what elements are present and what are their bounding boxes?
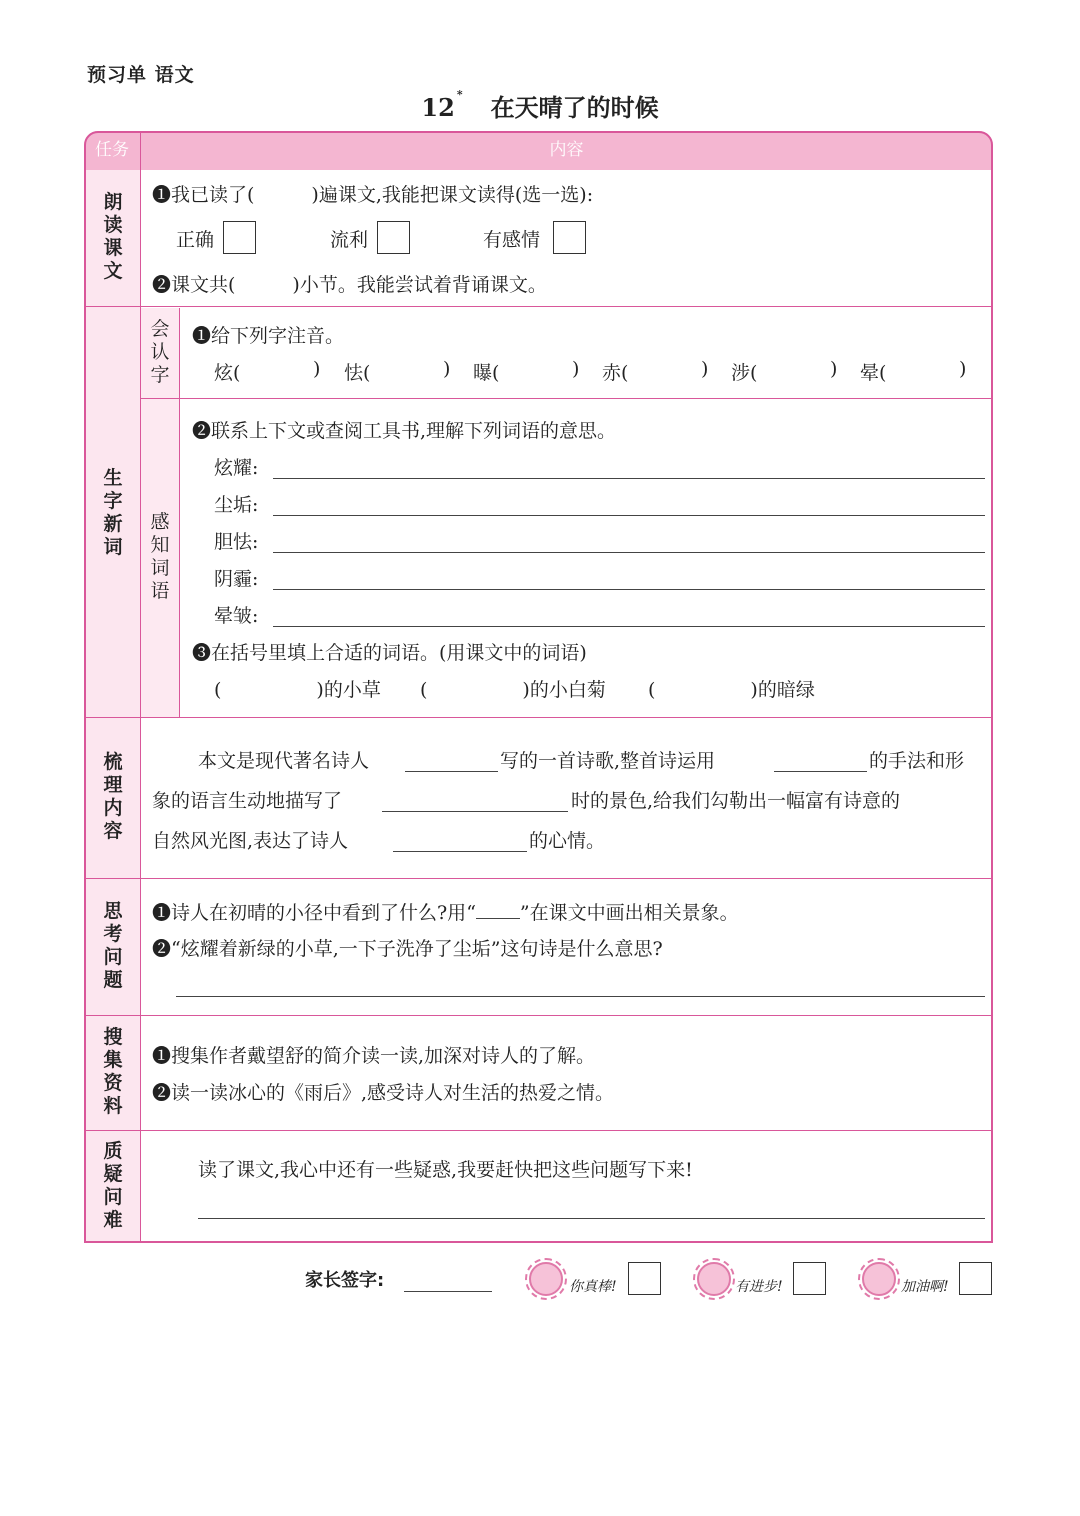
option-correct: 正确 xyxy=(176,229,215,251)
summary-text: 象的语言生动地描写了 xyxy=(152,790,343,812)
parent-sign-label: 家长签字: xyxy=(305,1270,385,1291)
pinyin-close: ) xyxy=(443,358,451,380)
pinyin-close: ) xyxy=(572,358,580,380)
praise-cheer-box[interactable] xyxy=(959,1262,992,1295)
pinyin-char-2: 怯( xyxy=(344,362,371,384)
sublabel-perceive: 感 知 词 语 xyxy=(150,511,170,602)
summary-text: 本文是现代著名诗人 xyxy=(198,750,370,772)
checkbox-emotion[interactable] xyxy=(553,221,586,254)
sublabel-recognize: 会 认 字 xyxy=(150,318,170,386)
answer-line[interactable] xyxy=(176,996,985,997)
label-read: 朗 读 课 文 xyxy=(103,191,123,282)
summary-text: 的心情。 xyxy=(529,830,606,852)
praise-progress-box[interactable] xyxy=(793,1262,826,1295)
question-prompt: 读了课文,我心中还有一些疑惑,我要赶快把这些问题写下来! xyxy=(198,1159,693,1181)
parent-sign-line[interactable] xyxy=(404,1291,492,1292)
option-emotion: 有感情 xyxy=(483,229,541,251)
divider xyxy=(86,717,993,718)
fill-blank-1: ( )的小草 xyxy=(214,679,381,701)
answer-line[interactable] xyxy=(273,626,985,627)
words-q3: ❸在括号里填上合适的词语。(用课文中的词语) xyxy=(192,642,587,664)
fill-blank-3: ( )的暗绿 xyxy=(648,679,815,701)
summary-text: 时的景色,给我们勾勒出一幅富有诗意的 xyxy=(571,790,901,812)
think-q2: ❷“炫耀着新绿的小草,一下子洗净了尘垢”这句诗是什么意思? xyxy=(152,938,663,960)
answer-line[interactable] xyxy=(273,589,985,590)
read-line-1: ❶我已读了( )遍课文,我能把课文读得(选一选): xyxy=(152,184,594,206)
term-4: 阴霾: xyxy=(214,568,259,590)
term-5: 晕皱: xyxy=(214,605,259,627)
pinyin-close: ) xyxy=(830,358,838,380)
praise-great: 你真棒! xyxy=(569,1279,617,1295)
header-content: 内容 xyxy=(549,140,584,160)
pinyin-close: ) xyxy=(313,358,321,380)
checkbox-correct[interactable] xyxy=(223,221,256,254)
pinyin-char-3: 曝( xyxy=(473,362,500,384)
divider xyxy=(86,1015,993,1016)
praise-cheer: 加油啊! xyxy=(901,1279,949,1295)
praise-great-box[interactable] xyxy=(628,1262,661,1295)
answer-line[interactable] xyxy=(382,811,568,812)
term-2: 尘垢: xyxy=(214,494,259,516)
lesson-title xyxy=(0,88,1080,123)
label-summary: 梳 理 内 容 xyxy=(103,751,123,842)
divider xyxy=(140,131,141,1242)
label-question: 质 疑 问 难 xyxy=(103,1140,123,1231)
divider xyxy=(86,878,993,879)
praise-progress: 有进步! xyxy=(735,1279,783,1295)
pinyin-char-4: 赤( xyxy=(602,362,629,384)
summary-text: 的手法和形 xyxy=(869,750,965,772)
answer-line[interactable] xyxy=(273,552,985,553)
answer-line[interactable] xyxy=(393,851,527,852)
collect-line-2: ❷读一读冰心的《雨后》,感受诗人对生活的热爱之情。 xyxy=(152,1082,615,1104)
lesson-title-text: 在天晴了的时候 xyxy=(490,94,659,122)
header-task: 任务 xyxy=(95,140,129,160)
worksheet-header: 预习单 语文 xyxy=(87,64,195,86)
pinyin-char-1: 炫( xyxy=(214,362,241,384)
checkbox-fluent[interactable] xyxy=(377,221,410,254)
answer-line[interactable] xyxy=(198,1218,985,1219)
answer-line[interactable] xyxy=(405,771,498,772)
think-q1: ❶诗人在初晴的小径中看到了什么?用“ ”在课文中画出相关景象。 xyxy=(152,902,739,924)
words-q1: ❶给下列字注音。 xyxy=(192,325,345,347)
words-q2: ❷联系上下文或查阅工具书,理解下列词语的意思。 xyxy=(192,420,617,442)
pinyin-close: ) xyxy=(701,358,709,380)
sun-smile-icon xyxy=(697,1262,731,1296)
summary-text: 写的一首诗歌,整首诗运用 xyxy=(500,750,716,772)
sun-sunglasses-icon xyxy=(529,1262,563,1296)
sun-cheer-icon xyxy=(862,1262,896,1296)
term-3: 胆怯: xyxy=(214,531,259,553)
label-collect: 搜 集 资 料 xyxy=(103,1026,123,1117)
pinyin-close: ) xyxy=(959,358,967,380)
collect-line-1: ❶搜集作者戴望舒的简介读一读,加深对诗人的了解。 xyxy=(152,1045,596,1067)
divider xyxy=(86,306,993,307)
divider xyxy=(179,308,180,718)
option-fluent: 流利 xyxy=(330,229,369,251)
divider xyxy=(86,1130,993,1131)
answer-line[interactable] xyxy=(774,771,867,772)
read-line-3: ❷课文共( )小节。我能尝试着背诵课文。 xyxy=(152,274,547,296)
term-1: 炫耀: xyxy=(214,457,259,479)
pinyin-char-6: 晕( xyxy=(860,362,887,384)
summary-text: 自然风光图,表达了诗人 xyxy=(152,830,349,852)
divider xyxy=(141,398,993,399)
answer-line[interactable] xyxy=(273,478,985,479)
fill-blank-2: ( )的小白菊 xyxy=(420,679,606,701)
pinyin-char-5: 涉( xyxy=(731,362,758,384)
label-think: 思 考 问 题 xyxy=(103,900,123,991)
lesson-number: 12 * xyxy=(421,88,463,122)
label-words: 生 字 新 词 xyxy=(103,467,123,558)
answer-line[interactable] xyxy=(273,515,985,516)
